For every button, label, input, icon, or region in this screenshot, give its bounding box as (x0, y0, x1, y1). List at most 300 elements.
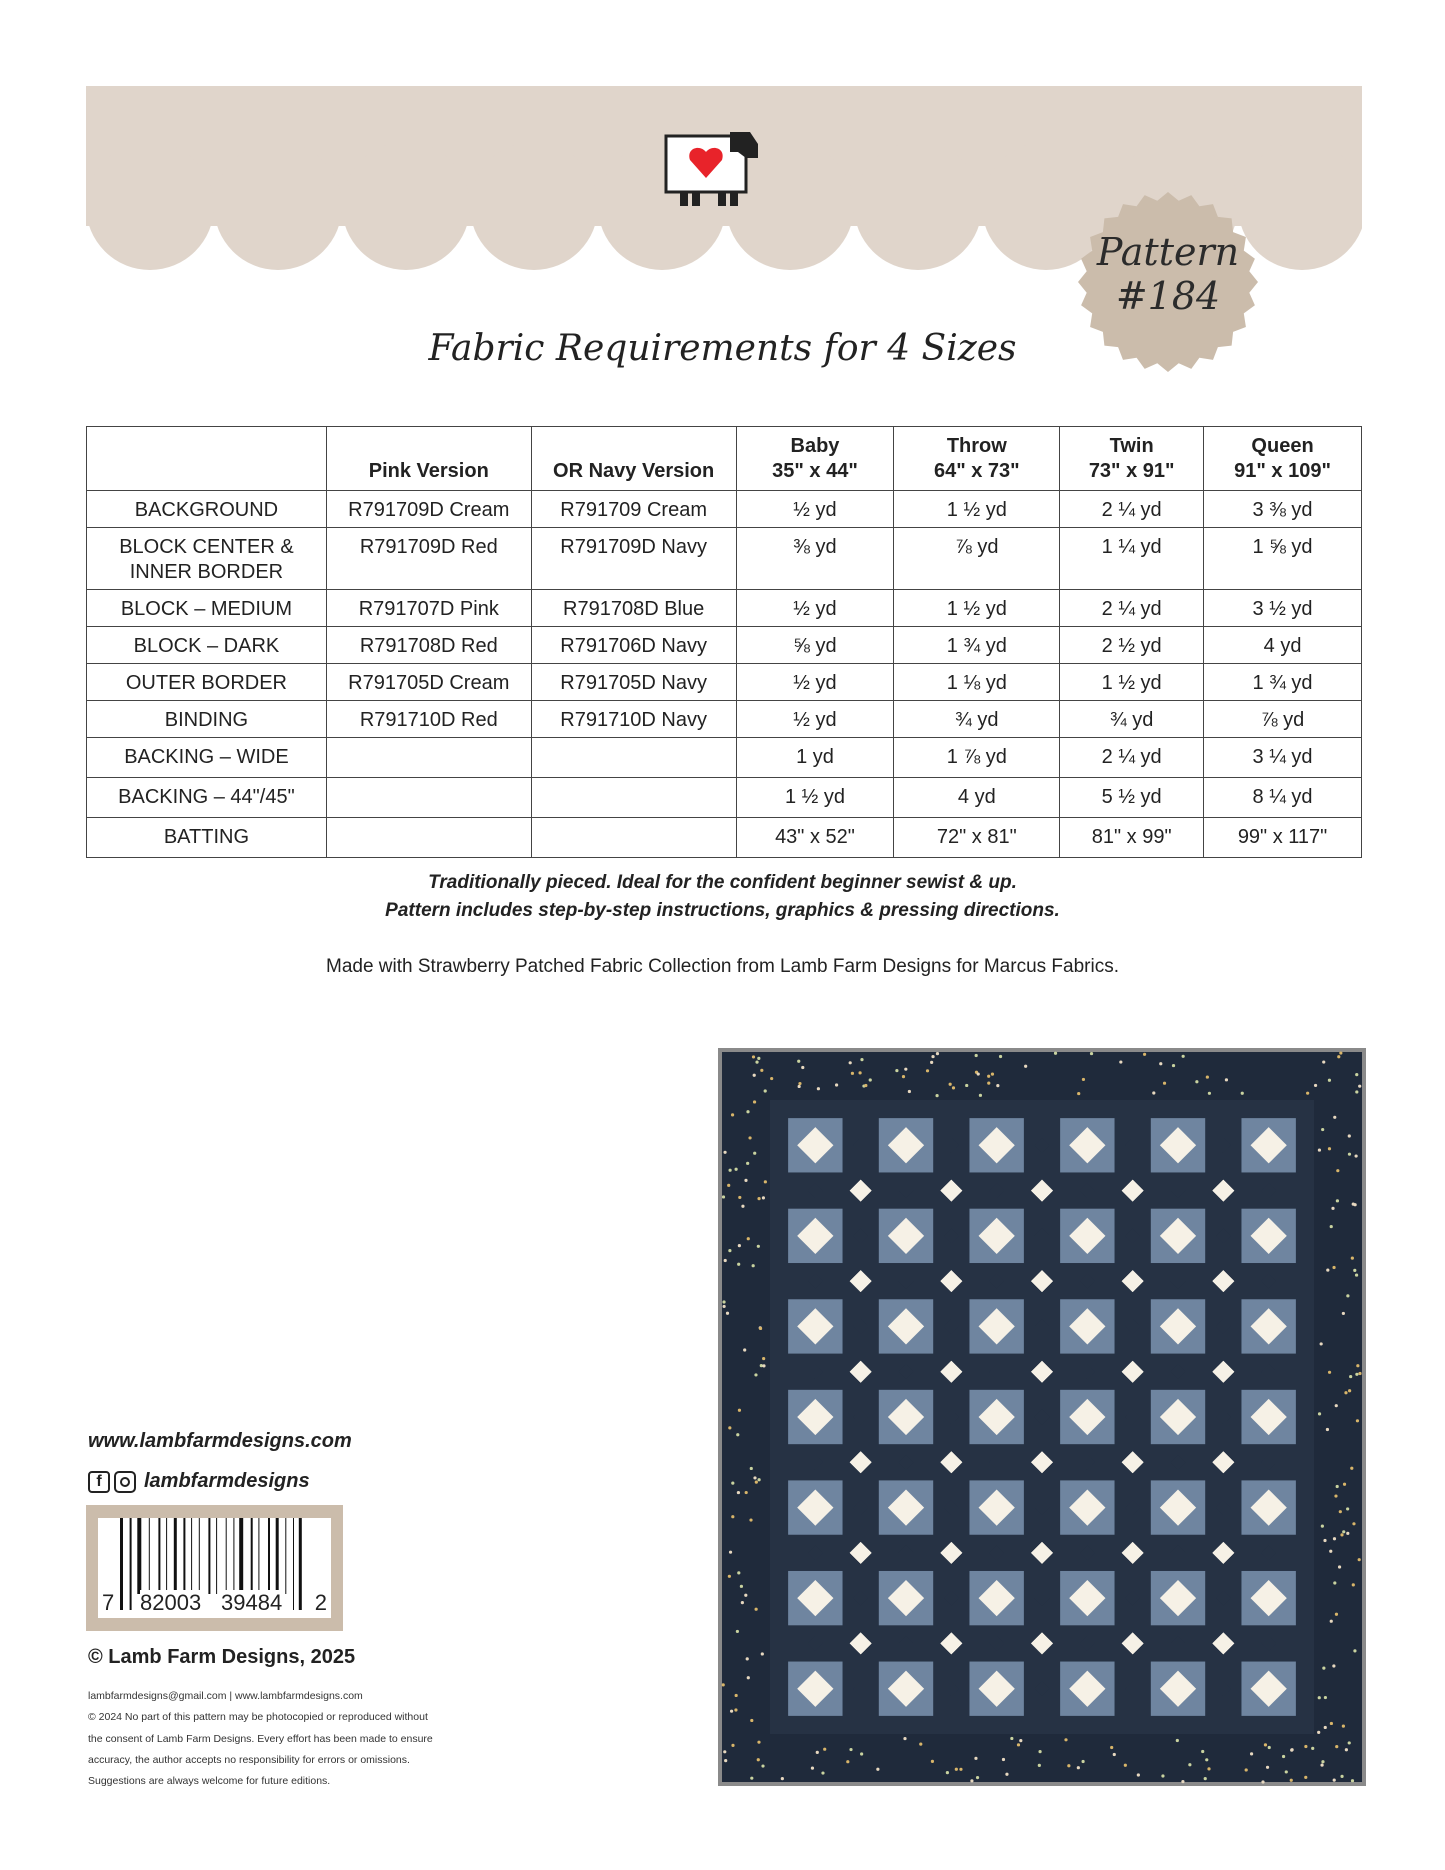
table-cell: 1 ⅛ yd (894, 664, 1060, 701)
quilt-shape (1321, 1128, 1324, 1131)
table-cell: 1 ½ yd (1060, 664, 1204, 701)
quilt-shape (1067, 1764, 1070, 1767)
table-cell: 1 ⅞ yd (894, 738, 1060, 778)
quilt-shape (1077, 1766, 1080, 1769)
quilt-shape (728, 1249, 731, 1252)
column-header (1204, 427, 1362, 491)
quilt-shape (1335, 1745, 1338, 1748)
quilt-shape (1336, 1485, 1339, 1488)
table-cell: ⅞ yd (1204, 701, 1362, 738)
quilt-shape (1290, 1779, 1293, 1782)
barcode-bar (251, 1518, 253, 1594)
table-cell: R791708D Blue (531, 590, 736, 627)
quilt-shape (747, 1676, 750, 1679)
quilt-shape (1345, 1748, 1348, 1751)
quilt-shape (1349, 1375, 1352, 1378)
column-header (894, 427, 1060, 491)
quilt-shape (734, 1708, 737, 1711)
legal-line: lambfarmdesigns@gmail.com | www.lambfarmdesigns.com (88, 1690, 363, 1702)
quilt-shape (755, 1481, 758, 1484)
quilt-shape (931, 1760, 934, 1763)
quilt-shape (952, 1086, 955, 1089)
barcode-digits: 39484 (221, 1590, 283, 1615)
quilt-shape (1351, 1779, 1354, 1782)
quilt-shape (1338, 1565, 1341, 1568)
social-handle[interactable]: lambfarmdesigns (144, 1470, 310, 1492)
quilt-shape (1353, 1649, 1356, 1652)
quilt-shape (1181, 1780, 1184, 1783)
quilt-shape (1110, 1746, 1113, 1749)
quilt-shape (876, 1768, 879, 1771)
quilt-shape (747, 1237, 750, 1240)
quilt-shape (750, 1777, 753, 1780)
quilt-shape (750, 1467, 753, 1470)
column-header-line2: OR Navy Version (553, 460, 715, 482)
quilt-shape (740, 1585, 743, 1588)
quilt-shape (762, 1357, 765, 1360)
quilt-shape (735, 1694, 738, 1697)
quilt-shape (1159, 1062, 1162, 1065)
fabric-requirements-table (86, 426, 1362, 858)
quilt-shape (723, 1750, 726, 1753)
table-cell: 43" x 52" (736, 818, 894, 858)
quilt-shape (1337, 1055, 1340, 1058)
quilt-shape (798, 1085, 801, 1088)
quilt-shape (869, 1078, 872, 1081)
quilt-shape (752, 1264, 755, 1267)
quilt-shape (1241, 1092, 1244, 1095)
table-cell: R791707D Pink (326, 590, 531, 627)
quilt-shape (757, 1057, 760, 1060)
quilt-shape (1333, 1537, 1336, 1540)
quilt-shape (724, 1259, 727, 1262)
quilt-shape (1266, 1766, 1269, 1769)
quilt-shape (746, 1110, 749, 1113)
quilt-shape (1326, 1268, 1329, 1271)
quilt-shape (727, 1184, 730, 1187)
quilt-shape (1342, 1725, 1345, 1728)
table-cell: BATTING (87, 818, 327, 858)
quilt-shape (762, 1364, 765, 1367)
quilt-shape (1038, 1764, 1041, 1767)
table-cell: BLOCK CENTER & INNER BORDER (87, 528, 327, 590)
quilt-shape (999, 1055, 1002, 1058)
quilt-shape (744, 1594, 747, 1597)
table-cell: 1 ½ yd (894, 491, 1060, 528)
table-cell: 72" x 81" (894, 818, 1060, 858)
quilt-shape (731, 1744, 734, 1747)
quilt-shape (781, 1777, 784, 1780)
quilt-shape (724, 1759, 727, 1762)
quilt-shape (746, 1162, 749, 1165)
barcode-bar (183, 1518, 185, 1594)
legal-line: accuracy, the author accepts no responsibility for errors or omissions. (88, 1753, 410, 1766)
column-header (326, 427, 531, 491)
quilt-shape (926, 1069, 929, 1072)
quilt-shape (1318, 1148, 1321, 1151)
website-link[interactable]: www.lambfarmdesigns.com (88, 1430, 352, 1452)
barcode (86, 1505, 343, 1631)
quilt-shape (1358, 1372, 1361, 1375)
legal-text (88, 1686, 433, 1792)
quilt-shape (1356, 1419, 1359, 1422)
table-cell: R791706D Navy (531, 627, 736, 664)
table-cell: BACKING – WIDE (87, 738, 327, 778)
quilt-shape (1331, 1207, 1334, 1210)
barcode-bar (233, 1518, 234, 1594)
quilt-shape (755, 1061, 758, 1064)
quilt-shape (949, 1083, 952, 1086)
column-header-line2: Pink Version (368, 460, 489, 482)
quilt-shape (849, 1748, 852, 1751)
table-row (87, 664, 1362, 701)
quilt-shape (955, 1768, 958, 1771)
copyright: © Lamb Farm Designs, 2025 (88, 1646, 356, 1668)
quilt-shape (959, 1768, 962, 1771)
barcode-bar (208, 1518, 210, 1594)
quilt-shape (731, 1515, 734, 1518)
quilt-shape (816, 1751, 819, 1754)
table-cell: R791709D Red (326, 528, 531, 590)
quilt-shape (979, 1094, 982, 1097)
column-header-line1: Queen (1251, 435, 1314, 457)
quilt-shape (762, 1196, 765, 1199)
quilt-shape (1326, 1428, 1329, 1431)
quilt-shape (1324, 1696, 1327, 1699)
quilt-shape (1333, 1116, 1336, 1119)
quilt-shape (738, 1196, 741, 1199)
quilt-shape (1332, 1266, 1335, 1269)
barcode-bar (226, 1518, 227, 1594)
table-cell: ½ yd (736, 701, 894, 738)
quilt-shape (851, 1072, 854, 1075)
quilt-shape (1330, 1620, 1333, 1623)
legal-line: © 2024 No part of this pattern may be photocopied or reproduced without (88, 1711, 428, 1724)
column-header (736, 427, 894, 491)
page-title: Fabric Requirements for 4 Sizes (428, 328, 1017, 369)
quilt-shape (1358, 1558, 1361, 1561)
quilt-shape (904, 1068, 907, 1071)
table-cell: 1 ½ yd (894, 590, 1060, 627)
table-row (87, 491, 1362, 528)
quilt-shape (1335, 1404, 1338, 1407)
quilt-shape (1342, 1530, 1345, 1533)
quilt-shape (1152, 1091, 1155, 1094)
quilt-shape (722, 1683, 725, 1686)
quilt-shape (860, 1752, 863, 1755)
quilt-shape (1285, 1770, 1288, 1773)
quilt-shape (977, 1072, 980, 1075)
table-row (87, 778, 1362, 818)
quilt-shape (835, 1083, 838, 1086)
quilt-shape (1328, 1079, 1331, 1082)
barcode-bar (199, 1518, 200, 1594)
table-cell: ⅝ yd (736, 627, 894, 664)
quilt-shape (1355, 1273, 1358, 1276)
quilt-shape (754, 1373, 757, 1376)
barcode-bar (149, 1518, 150, 1594)
table-cell: 1 ¾ yd (1204, 664, 1362, 701)
quilt-shape (976, 1776, 979, 1779)
legal-line: the consent of Lamb Farm Designs. Every effort has been made to ensure (88, 1732, 433, 1745)
table-cell: 2 ¼ yd (1060, 738, 1204, 778)
table-cell (326, 818, 531, 858)
quilt-shape (749, 1518, 752, 1521)
quilt-shape (1182, 1055, 1185, 1058)
quilt-shape (821, 1771, 824, 1774)
quilt-shape (1355, 1073, 1358, 1076)
table-cell: 3 ⅜ yd (1204, 491, 1362, 528)
quilt-shape (864, 1084, 867, 1087)
quilt-shape (860, 1058, 863, 1061)
quilt-shape (858, 1071, 861, 1074)
quilt-shape (1205, 1758, 1208, 1761)
quilt-shape (1245, 1768, 1248, 1771)
table-cell: R791705D Cream (326, 664, 531, 701)
quilt-shape (935, 1094, 938, 1097)
quilt-shape (736, 1433, 739, 1436)
quilt-shape (1339, 1051, 1342, 1054)
quilt-shape (849, 1061, 852, 1064)
table-cell (531, 778, 736, 818)
table-cell: 99" x 117" (1204, 818, 1362, 858)
quilt-shape (770, 1077, 773, 1080)
quilt-shape (1336, 1199, 1339, 1202)
quilt-shape (1113, 1753, 1116, 1756)
quilt-shape (755, 1608, 758, 1611)
quilt-shape (753, 1100, 756, 1103)
quilt-shape (903, 1737, 906, 1740)
column-header-line2: 73" x 91" (1088, 460, 1175, 482)
quilt-shape (1318, 1412, 1321, 1415)
table-cell: R791710D Red (326, 701, 531, 738)
quilt-shape (1329, 1550, 1332, 1553)
quilt-shape (1024, 1065, 1027, 1068)
quilt-shape (729, 1169, 732, 1172)
quilt-shape (1172, 1064, 1175, 1067)
table-cell: 2 ½ yd (1060, 627, 1204, 664)
quilt-shape (764, 1180, 767, 1183)
column-header-line2: 91" x 109" (1234, 460, 1331, 482)
table-row (87, 627, 1362, 664)
quilt-shape (753, 1074, 756, 1077)
badge-label: Pattern (1096, 230, 1240, 274)
quilt-shape (730, 1710, 733, 1713)
quilt-shape (726, 1312, 729, 1315)
quilt-shape (965, 1084, 968, 1087)
column-header (531, 427, 736, 491)
barcode-bar (216, 1518, 217, 1594)
column-header-line1: Twin (1109, 435, 1154, 457)
table-cell: R791709 Cream (531, 491, 736, 528)
quilt-shape (1322, 1060, 1325, 1063)
quilt-shape (1328, 1147, 1331, 1150)
table-row (87, 701, 1362, 738)
quilt-shape (1350, 1467, 1353, 1470)
table-cell (531, 818, 736, 858)
quilt-shape (1017, 1743, 1020, 1746)
quilt-shape (1330, 1225, 1333, 1228)
quilt-shape (987, 1075, 990, 1078)
quilt-shape (757, 1197, 760, 1200)
facebook-icon[interactable]: f (88, 1471, 110, 1493)
quilt-shape (1207, 1767, 1210, 1770)
table-cell: ½ yd (736, 491, 894, 528)
barcode-bar (276, 1518, 279, 1594)
quilt-shape (741, 1601, 744, 1604)
quilt-shape (1206, 1075, 1209, 1078)
barcode-bar (191, 1518, 192, 1594)
quilt-shape (735, 1168, 738, 1171)
quilt-shape (729, 1551, 732, 1554)
quilt-shape (1038, 1750, 1041, 1753)
table-cell: 4 yd (894, 778, 1060, 818)
barcode-digit: 2 (314, 1590, 327, 1615)
quilt-shape (1348, 1389, 1351, 1392)
quilt-shape (1353, 1269, 1356, 1272)
barcode-bar (174, 1518, 177, 1594)
quilt-shape (846, 1760, 849, 1763)
quilt-shape (902, 1075, 905, 1078)
table-cell: BLOCK – DARK (87, 627, 327, 664)
table-row (87, 528, 1362, 590)
table-cell: 3 ¼ yd (1204, 738, 1362, 778)
badge-number: #184 (1115, 274, 1221, 318)
quilt-shape (1355, 1154, 1358, 1157)
column-header-line1: Throw (946, 435, 1007, 457)
table-row (87, 590, 1362, 627)
table-cell: ⅞ yd (894, 528, 1060, 590)
quilt-shape (737, 1571, 740, 1574)
table-cell (326, 778, 531, 818)
quilt-shape (987, 1081, 990, 1084)
quilt-shape (757, 1478, 760, 1481)
table-cell (531, 738, 736, 778)
table-cell: ⅜ yd (736, 528, 894, 590)
column-header-line2: 64" x 73" (933, 460, 1020, 482)
quilt-shape (761, 1764, 764, 1767)
quilt-shape (764, 1089, 767, 1092)
quilt-shape (798, 1082, 801, 1085)
quilt-shape (744, 1179, 747, 1182)
quilt-image (718, 1048, 1366, 1786)
quilt-shape (1355, 1373, 1358, 1376)
quilt-shape (1321, 1525, 1324, 1528)
quilt-shape (1356, 1364, 1359, 1367)
fabric-collection-note: Made with Strawberry Patched Fabric Collection from Lamb Farm Designs for Marcus Fabrics. (326, 956, 1119, 977)
quilt-shape (1335, 1613, 1338, 1616)
quilt-shape (1318, 1696, 1321, 1699)
quilt-shape (930, 1061, 933, 1064)
quilt-shape (1124, 1764, 1127, 1767)
quilt-shape (974, 1757, 977, 1760)
quilt-shape (991, 1072, 994, 1075)
quilt-shape (1320, 1763, 1323, 1766)
quilt-shape (1348, 1741, 1351, 1744)
column-header-line1: Baby (790, 435, 840, 457)
quilt-shape (1176, 1739, 1179, 1742)
quilt-shape (1342, 1312, 1345, 1315)
column-header-line2: 35" x 44" (772, 460, 858, 482)
column-header (1060, 427, 1204, 491)
quilt-shape (1119, 1060, 1122, 1063)
quilt-shape (975, 1054, 978, 1057)
quilt-shape (1355, 1090, 1358, 1093)
quilt-shape (1343, 1483, 1346, 1486)
quilt-shape (1348, 1153, 1351, 1156)
table-cell: OUTER BORDER (87, 664, 327, 701)
quilt-shape (1351, 1257, 1354, 1260)
quilt-shape (1188, 1763, 1191, 1766)
quilt-shape (731, 1482, 734, 1485)
quilt-shape (1348, 1134, 1351, 1137)
quilt-shape (1339, 1510, 1342, 1513)
quilt-shape (908, 1090, 911, 1093)
table-cell: BINDING (87, 701, 327, 738)
quilt-shape (946, 1771, 949, 1774)
table-cell: 8 ¼ yd (1204, 778, 1362, 818)
barcode-bar (285, 1518, 286, 1594)
quilt-shape (757, 1758, 760, 1761)
quilt-shape (1290, 1748, 1293, 1751)
instagram-icon[interactable] (114, 1471, 136, 1493)
quilt-shape (996, 1084, 999, 1087)
quilt-shape (738, 1409, 741, 1412)
quilt-shape (731, 1113, 734, 1116)
quilt-shape (722, 1195, 725, 1198)
quilt-shape (1064, 1738, 1067, 1741)
quilt-shape (723, 1305, 726, 1308)
table-cell: R791710D Navy (531, 701, 736, 738)
table-cell: 1 ½ yd (736, 778, 894, 818)
quilt-shape (1328, 1371, 1331, 1374)
barcode-bar (239, 1518, 243, 1594)
quilt-shape (753, 1152, 756, 1155)
quilt-shape (1019, 1739, 1022, 1742)
quilt-shape (1344, 1391, 1347, 1394)
quilt-shape (1077, 1092, 1080, 1095)
legal-line: Suggestions are always welcome for future editions. (88, 1775, 331, 1788)
quilt-shape (895, 1069, 898, 1072)
quilt-shape (757, 1741, 760, 1744)
quilt-shape (746, 1657, 749, 1660)
quilt-shape (737, 1491, 740, 1494)
table-header-row (87, 427, 1362, 491)
column-header (87, 427, 327, 491)
quilt-shape (1340, 1533, 1343, 1536)
quilt-shape (745, 1491, 748, 1494)
table-cell (326, 738, 531, 778)
quilt-shape (1346, 1294, 1349, 1297)
table-cell: R791705D Navy (531, 664, 736, 701)
quilt-shape (1081, 1760, 1084, 1763)
quilt-shape (801, 1066, 804, 1069)
quilt-shape (1208, 1092, 1211, 1095)
table-cell: R791709D Navy (531, 528, 736, 590)
quilt-shape (1250, 1752, 1253, 1755)
quilt-shape (743, 1348, 746, 1351)
quilt-shape (970, 1779, 973, 1782)
quilt-shape (723, 1151, 726, 1154)
barcode-bar (293, 1518, 294, 1610)
table-cell: 3 ½ yd (1204, 590, 1362, 627)
quilt-shape (1161, 1774, 1164, 1777)
quilt-shape (1304, 1776, 1307, 1779)
quilt-shape (1010, 1737, 1013, 1740)
barcode-bar (120, 1518, 123, 1610)
skill-note: Traditionally pieced. Ideal for the confident beginner sewist & up. (428, 872, 1017, 893)
quilt-shape (1090, 1052, 1093, 1055)
